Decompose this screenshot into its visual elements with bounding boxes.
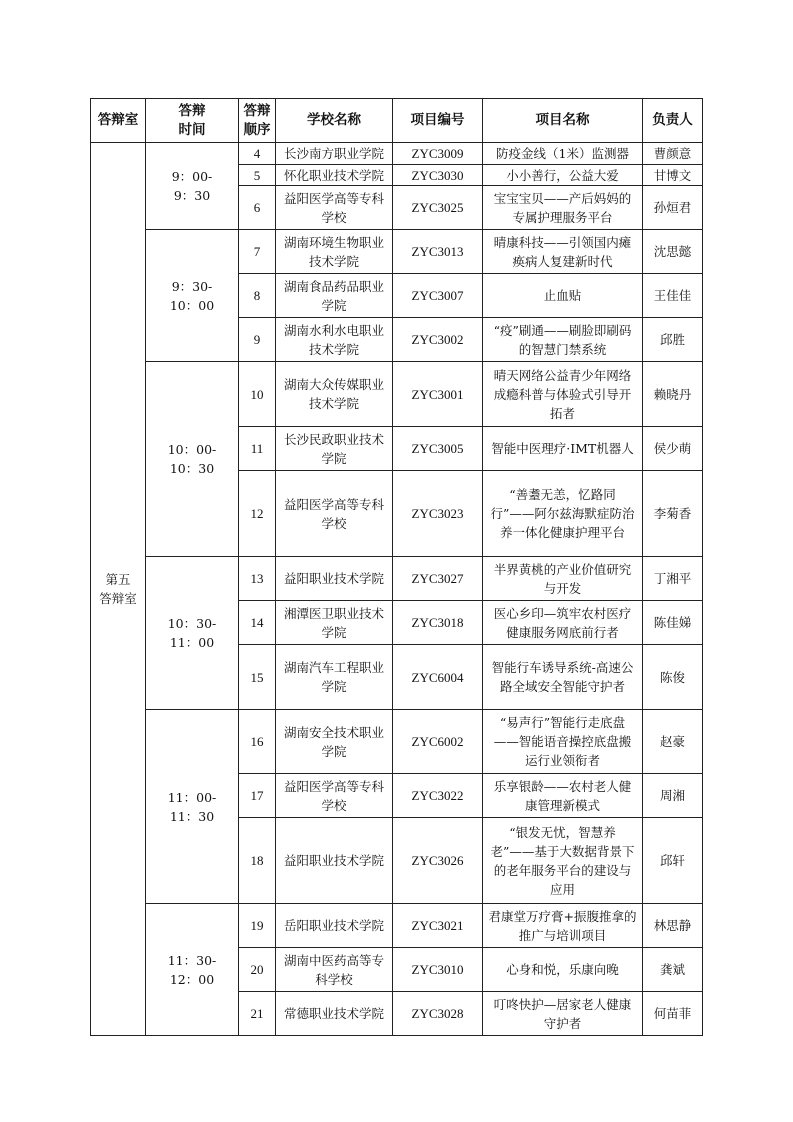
lead-cell: 陈佳娣 <box>643 601 703 645</box>
school-cell: 怀化职业技术学院 <box>276 165 393 186</box>
order-cell: 9 <box>239 318 276 362</box>
code-cell: ZYC3025 <box>393 186 483 230</box>
project-cell: 叮咚快护—居家老人健康守护者 <box>483 992 643 1036</box>
lead-cell: 赵豪 <box>643 710 703 774</box>
order-cell: 6 <box>239 186 276 230</box>
lead-cell: 侯少萌 <box>643 427 703 471</box>
time-slot-cell: 11：30- 12：00 <box>146 904 239 1036</box>
project-cell: 止血贴 <box>483 274 643 318</box>
code-cell: ZYC3026 <box>393 818 483 904</box>
defense-schedule-table <box>90 98 703 1036</box>
lead-cell: 王佳佳 <box>643 274 703 318</box>
lead-cell: 赖晓丹 <box>643 362 703 427</box>
code-cell: ZYC3005 <box>393 427 483 471</box>
header-room: 答辩室 <box>91 99 146 143</box>
code-cell: ZYC3030 <box>393 165 483 186</box>
project-cell: 医心乡印—筑牢农村医疗健康服务网底前行者 <box>483 601 643 645</box>
project-cell: “善耋无恙，忆路同行”——阿尔兹海默症防治养一体化健康护理平台 <box>483 471 643 557</box>
code-cell: ZYC3007 <box>393 274 483 318</box>
project-cell: 君康堂万疗膏+振腹推拿的推广与培训项目 <box>483 904 643 948</box>
project-cell: “易声行”智能行走底盘——智能语音操控底盘搬运行业领衔者 <box>483 710 643 774</box>
order-cell: 11 <box>239 427 276 471</box>
school-cell: 益阳职业技术学院 <box>276 818 393 904</box>
header-lead: 负责人 <box>643 99 703 143</box>
project-cell: 半界黄桃的产业价值研究与开发 <box>483 557 643 601</box>
table-row <box>91 230 703 274</box>
project-cell: 小小善行，公益大爱 <box>483 165 643 186</box>
order-cell: 7 <box>239 230 276 274</box>
project-cell: 智能中医理疗·IMT机器人 <box>483 427 643 471</box>
time-slot-cell: 11：00- 11：30 <box>146 710 239 904</box>
lead-cell: 曹颜意 <box>643 143 703 165</box>
school-cell: 湖南中医药高等专科学校 <box>276 948 393 992</box>
lead-cell: 林思静 <box>643 904 703 948</box>
table-row <box>91 904 703 948</box>
code-cell: ZYC6004 <box>393 645 483 710</box>
code-cell: ZYC3023 <box>393 471 483 557</box>
time-slot-cell: 10：30- 11：00 <box>146 557 239 710</box>
header-project: 项目名称 <box>483 99 643 143</box>
lead-cell: 龚斌 <box>643 948 703 992</box>
school-cell: 湖南汽车工程职业学院 <box>276 645 393 710</box>
project-cell: 防疫金线（1米）监测器 <box>483 143 643 165</box>
school-cell: 湖南环境生物职业技术学院 <box>276 230 393 274</box>
school-cell: 益阳职业技术学院 <box>276 557 393 601</box>
code-cell: ZYC3027 <box>393 557 483 601</box>
header-time: 答辩 时间 <box>146 99 239 143</box>
header-row <box>91 99 703 143</box>
code-cell: ZYC3002 <box>393 318 483 362</box>
code-cell: ZYC3009 <box>393 143 483 165</box>
lead-cell: 何苗菲 <box>643 992 703 1036</box>
lead-cell: 李菊香 <box>643 471 703 557</box>
table-row <box>91 710 703 774</box>
time-slot-cell: 9：00- 9：30 <box>146 143 239 230</box>
code-cell: ZYC3010 <box>393 948 483 992</box>
time-slot-cell: 9：30- 10：00 <box>146 230 239 362</box>
school-cell: 益阳医学高等专科学校 <box>276 186 393 230</box>
code-cell: ZYC3021 <box>393 904 483 948</box>
lead-cell: 邱胜 <box>643 318 703 362</box>
time-slot-cell: 10：00- 10：30 <box>146 362 239 557</box>
order-cell: 10 <box>239 362 276 427</box>
code-cell: ZYC3001 <box>393 362 483 427</box>
school-cell: 益阳医学高等专科学校 <box>276 774 393 818</box>
project-cell: 智能行车诱导系统-高速公路全域安全智能守护者 <box>483 645 643 710</box>
project-cell: 心身和悦，乐康向晚 <box>483 948 643 992</box>
order-cell: 20 <box>239 948 276 992</box>
order-cell: 12 <box>239 471 276 557</box>
order-cell: 15 <box>239 645 276 710</box>
school-cell: 长沙民政职业技术学院 <box>276 427 393 471</box>
project-cell: “银发无忧，智慧养老”——基于大数据背景下的老年服务平台的建设与应用 <box>483 818 643 904</box>
project-cell: 乐享银龄——农村老人健康管理新模式 <box>483 774 643 818</box>
project-cell: 宝宝宝贝——产后妈妈的专属护理服务平台 <box>483 186 643 230</box>
lead-cell: 孙烜君 <box>643 186 703 230</box>
order-cell: 18 <box>239 818 276 904</box>
table-row <box>91 557 703 601</box>
code-cell: ZYC3018 <box>393 601 483 645</box>
header-school: 学校名称 <box>276 99 393 143</box>
school-cell: 湖南安全技术职业学院 <box>276 710 393 774</box>
table-row <box>91 362 703 427</box>
table-header <box>91 99 703 143</box>
order-cell: 19 <box>239 904 276 948</box>
order-cell: 17 <box>239 774 276 818</box>
order-cell: 16 <box>239 710 276 774</box>
room-cell: 第五 答辩室 <box>91 143 146 1036</box>
lead-cell: 甘博文 <box>643 165 703 186</box>
order-cell: 5 <box>239 165 276 186</box>
school-cell: 湖南食品药品职业学院 <box>276 274 393 318</box>
order-cell: 4 <box>239 143 276 165</box>
lead-cell: 丁湘平 <box>643 557 703 601</box>
order-cell: 14 <box>239 601 276 645</box>
header-order: 答辩 顺序 <box>239 99 276 143</box>
school-cell: 湘潭医卫职业技术学院 <box>276 601 393 645</box>
school-cell: 湖南大众传媒职业技术学院 <box>276 362 393 427</box>
order-cell: 13 <box>239 557 276 601</box>
code-cell: ZYC3028 <box>393 992 483 1036</box>
code-cell: ZYC6002 <box>393 710 483 774</box>
school-cell: 长沙南方职业学院 <box>276 143 393 165</box>
code-cell: ZYC3013 <box>393 230 483 274</box>
order-cell: 21 <box>239 992 276 1036</box>
school-cell: 常德职业技术学院 <box>276 992 393 1036</box>
project-cell: 晴康科技——引领国内瘫痪病人复建新时代 <box>483 230 643 274</box>
table-body <box>91 143 703 1036</box>
header-code: 项目编号 <box>393 99 483 143</box>
lead-cell: 陈俊 <box>643 645 703 710</box>
project-cell: “疫”刷通——刷脸即刷码的智慧门禁系统 <box>483 318 643 362</box>
lead-cell: 邱轩 <box>643 818 703 904</box>
school-cell: 益阳医学高等专科学校 <box>276 471 393 557</box>
lead-cell: 周湘 <box>643 774 703 818</box>
project-cell: 晴天网络公益青少年网络成瘾科普与体验式引导开拓者 <box>483 362 643 427</box>
code-cell: ZYC3022 <box>393 774 483 818</box>
lead-cell: 沈思懿 <box>643 230 703 274</box>
school-cell: 岳阳职业技术学院 <box>276 904 393 948</box>
order-cell: 8 <box>239 274 276 318</box>
school-cell: 湖南水利水电职业技术学院 <box>276 318 393 362</box>
table-row <box>91 143 703 165</box>
